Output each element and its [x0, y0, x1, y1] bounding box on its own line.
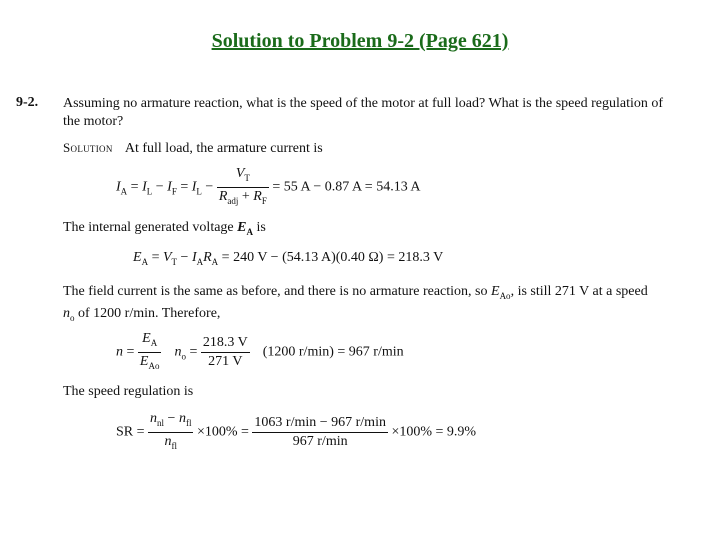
symbol-eao: E: [139, 353, 149, 369]
internal-voltage-intro: [63, 219, 266, 241]
symbol-ea: E: [237, 220, 247, 235]
fraction-nnl-nfl: [148, 411, 193, 454]
sub-f: F: [261, 195, 267, 206]
speed-regulation-intro: The speed regulation is: [63, 384, 194, 399]
sub-t: T: [244, 172, 250, 183]
sub-a: A: [196, 256, 204, 267]
symbol-vt: V: [235, 166, 245, 181]
field-text-line-2: of 1200 r/min. Therefore,: [78, 305, 221, 321]
symbol-nnl: n: [150, 411, 158, 426]
sub-o: o: [181, 351, 186, 362]
equals: =: [130, 179, 139, 195]
sr-label: SR =: [116, 424, 145, 440]
sub-adj: adj: [227, 195, 239, 206]
symbol-if: I: [167, 179, 172, 195]
fraction-ea-over-eao: [138, 331, 162, 374]
fraction-denominator: 271 V: [208, 353, 243, 369]
fraction-denominator: [217, 188, 269, 209]
field-text-part-a: The field current is the same as before, and there is no armature reaction, so: [63, 284, 488, 299]
equation-result: (1200 r/min) = 967 r/min: [262, 344, 404, 360]
symbol-il: I: [142, 179, 147, 195]
sub-o: o: [70, 312, 75, 323]
sub-l: L: [196, 186, 202, 197]
question-line-2: the motor?: [63, 114, 124, 129]
sub-fl: fl: [171, 440, 177, 451]
symbol-ia: I: [191, 250, 197, 265]
fraction-vt-over-r: [217, 166, 269, 209]
symbol-n: n: [116, 344, 123, 360]
symbol-il: I: [191, 179, 197, 195]
equation-internal-voltage: [133, 250, 443, 267]
equation-speed: [116, 331, 404, 374]
question-text: [63, 95, 713, 131]
field-text-part-b: is still 271 V at a speed: [517, 284, 648, 299]
equation-result: ×100% = 9.9%: [391, 424, 477, 440]
symbol-nfl: n: [178, 411, 186, 426]
fraction-numerator: 1063 r/min − 967 r/min: [252, 415, 388, 433]
solution-intro: [63, 139, 323, 158]
equation-result: = 55 A − 0.87 A = 54.13 A: [272, 179, 421, 195]
symbol-rf: R: [253, 188, 262, 204]
fraction-denominator: [138, 353, 162, 374]
is-word: is: [256, 220, 266, 235]
plus: +: [241, 188, 250, 204]
fraction-numerator: [217, 166, 269, 188]
solution-intro-text: At full load, the armature current is: [124, 141, 323, 156]
symbol-radj: R: [218, 188, 228, 204]
equation-armature-current: [116, 166, 421, 209]
problem-number: 9-2.: [16, 95, 39, 110]
symbol-ea: E: [142, 331, 151, 346]
sub-a: A: [246, 226, 253, 237]
solution-label: Solution: [63, 140, 113, 155]
sub-t: T: [171, 256, 178, 267]
sub-a: A: [150, 337, 158, 348]
fraction-denominator: [148, 433, 193, 454]
sub-l: L: [146, 186, 153, 197]
equals: =: [189, 344, 198, 360]
fraction-numerator: [138, 331, 162, 353]
sub-ao: Ao: [499, 290, 511, 301]
sub-fl: fl: [185, 417, 192, 428]
sub-a: A: [141, 256, 149, 267]
symbol-no: n: [174, 344, 182, 360]
equation-speed-regulation: [116, 411, 476, 454]
minus: −: [155, 179, 164, 195]
sub-f: F: [171, 186, 177, 197]
symbol-ra: R: [203, 250, 212, 265]
symbol-ia: I: [116, 179, 121, 195]
symbol-vt: V: [162, 250, 172, 265]
minus: −: [167, 411, 176, 426]
sub-a: A: [211, 256, 219, 267]
fraction-numerator: [148, 411, 193, 433]
symbol-eao: E: [491, 284, 500, 299]
fraction-denominator: 967 r/min: [292, 433, 348, 449]
symbol-nfl: n: [164, 433, 172, 449]
minus: −: [205, 179, 214, 195]
internal-voltage-text: The internal generated voltage: [63, 220, 234, 235]
page-title: Solution to Problem 9-2 (Page 621): [211, 30, 509, 52]
symbol-ea: E: [133, 250, 142, 265]
equals: =: [126, 344, 135, 360]
field-current-text: The field current is the same as before, and there is no armature reaction, so $E_{Ao}$, is still 271 V at a speed $n_o$ of 1200 r/min. Therefore,: [63, 284, 648, 323]
sub-ao: Ao: [148, 360, 160, 371]
sub-a: A: [120, 186, 128, 197]
symbol-no: n: [63, 305, 70, 321]
fraction-numerator: 218.3 V: [201, 335, 250, 353]
equation-result: = 240 V − (54.13 A)(0.40 Ω) = 218.3 V: [221, 250, 444, 265]
sub-nl: nl: [157, 417, 165, 428]
equals: =: [180, 179, 189, 195]
question-line-1: Assuming no armature reaction, what is the speed of the motor at full load? What is the speed regulation of: [63, 96, 664, 111]
fraction-speeds: [252, 415, 388, 450]
equals: =: [151, 250, 160, 265]
fraction-voltages: [201, 335, 250, 370]
times-100-percent: ×100% =: [196, 424, 249, 440]
minus: −: [180, 250, 189, 265]
